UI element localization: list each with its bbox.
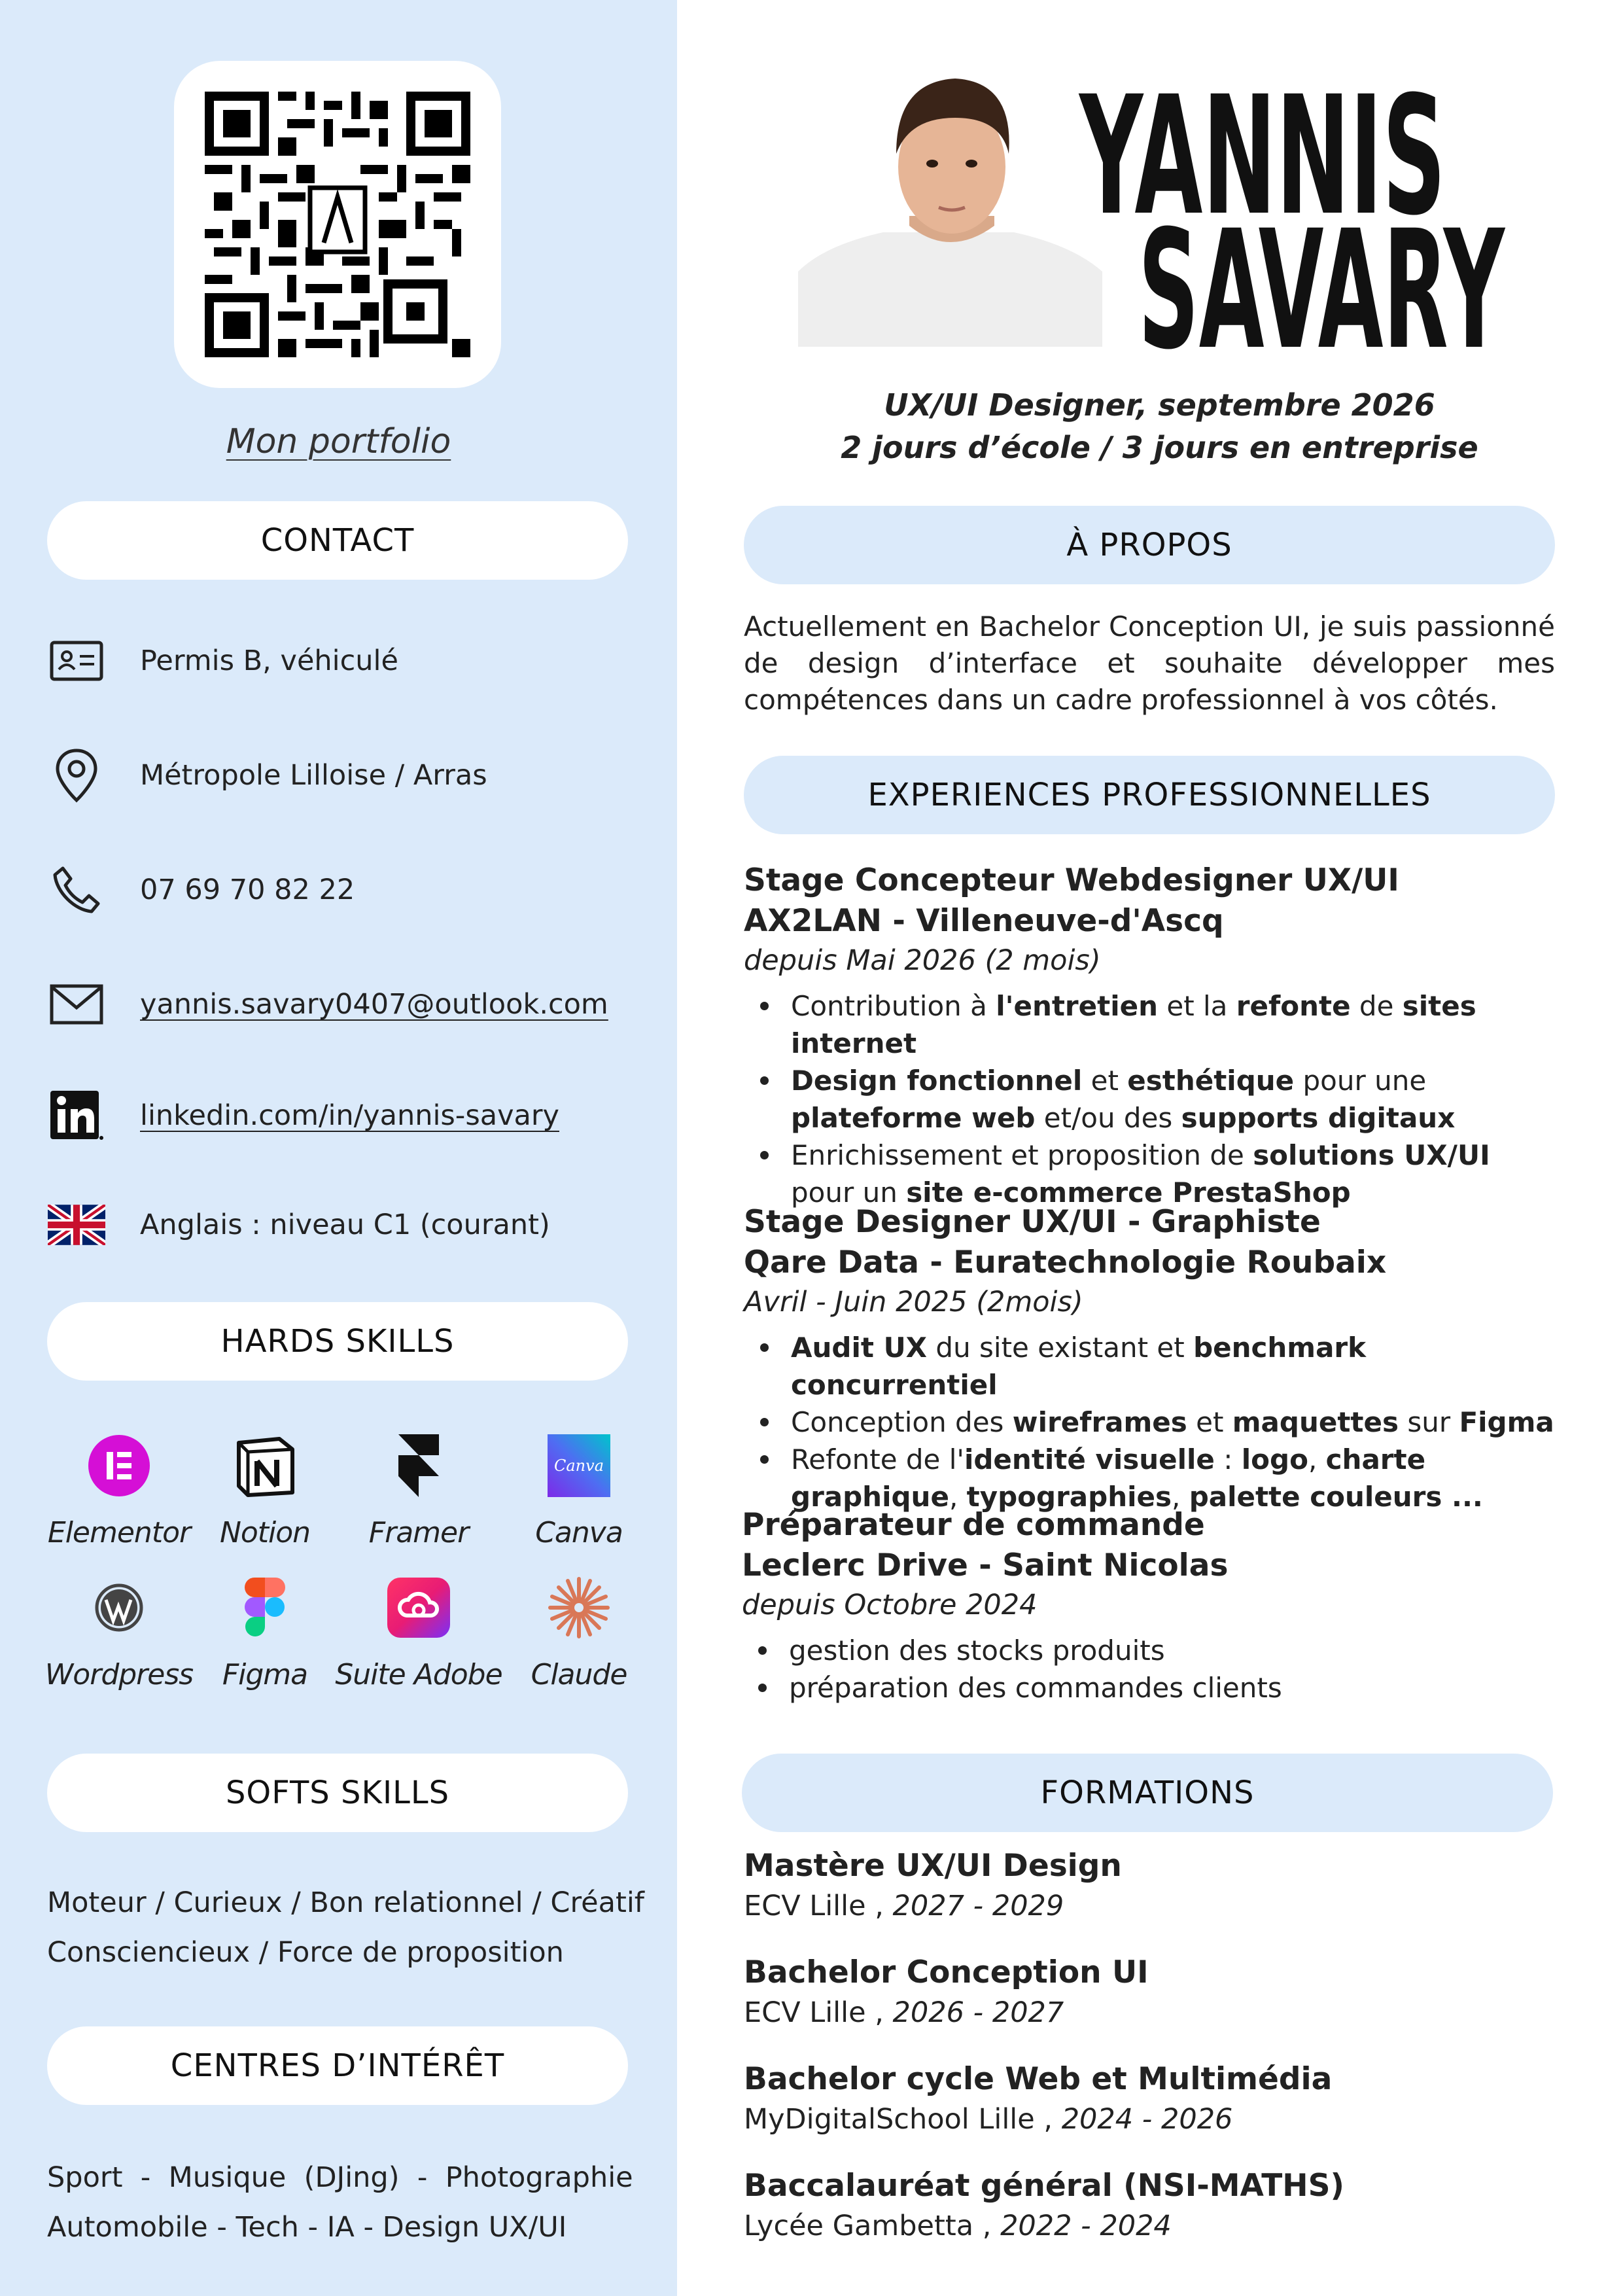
formation-1-title: Mastère UX/UI Design [744, 1848, 1122, 1884]
skill-notion: Notion [180, 1430, 350, 1549]
email-link[interactable]: yannis.savary0407@outlook.com [140, 988, 608, 1021]
soft-skills-line-2: Consciencieux / Force de proposition [47, 1936, 564, 1969]
contact-linkedin [47, 1083, 559, 1148]
wordpress-icon [83, 1572, 155, 1644]
name-heading [1073, 82, 1518, 370]
linkedin-link[interactable]: linkedin.com/in/yannis-savary [140, 1099, 559, 1132]
exp-1-company: AX2LAN - Villeneuve-d'Ascq [744, 903, 1224, 939]
list-item: Refonte de l'identité visuelle : logo, charte graphique, typographies, palette couleurs ... [744, 1441, 1558, 1515]
skill-wordpress: Wordpress [34, 1572, 204, 1691]
canva-icon [543, 1430, 615, 1502]
formation-1-school: ECV Lille , 2027 - 2029 [744, 1890, 1064, 1922]
exp-2-company: Qare Data - Euratechnologie Roubaix [744, 1245, 1387, 1280]
hard-skills-heading: HARDS SKILLS [47, 1302, 628, 1381]
list-item: Audit UX du site existant et benchmark concurrentiel [744, 1329, 1558, 1404]
svg-text:Canva: Canva [554, 1457, 604, 1475]
skill-framer: Framer [334, 1430, 504, 1549]
formation-2-title: Bachelor Conception UI [744, 1954, 1149, 1990]
claude-icon [543, 1572, 615, 1644]
exp-3-bullets [742, 1632, 1556, 1706]
language-text: Anglais : niveau C1 (courant) [140, 1209, 550, 1241]
soft-skills-heading: SOFTS SKILLS [47, 1754, 628, 1832]
skill-canva: Canva Canva [494, 1430, 664, 1549]
exp-3-company: Leclerc Drive - Saint Nicolas [742, 1547, 1229, 1583]
first-name: YANNIS [1078, 82, 1446, 251]
skill-claude: Claude [494, 1572, 664, 1691]
interests-heading: CENTRES D’INTÉRÊT [47, 2026, 628, 2105]
skill-elementor: Elementor [34, 1430, 204, 1549]
exp-3-title: Préparateur de commande [742, 1507, 1205, 1543]
location-pin-icon [47, 746, 106, 805]
exp-2-title: Stage Designer UX/UI - Graphiste [744, 1204, 1321, 1240]
contact-language [47, 1192, 550, 1258]
experiences-heading: EXPERIENCES PROFESSIONNELLES [744, 756, 1555, 834]
contact-email [47, 972, 608, 1037]
exp-2-date: Avril - Juin 2025 (2mois) [744, 1286, 1083, 1318]
soft-skills-line-1: Moteur / Curieux / Bon relationnel / Créatif [47, 1886, 644, 1919]
figma-icon [229, 1572, 301, 1644]
exp-1-bullets [744, 987, 1558, 1211]
contact-phone [47, 857, 355, 923]
contact-location [47, 743, 487, 808]
contact-license [47, 628, 398, 694]
exp-1-date: depuis Mai 2026 (2 mois) [744, 944, 1101, 977]
interests-line-2: Automobile - Tech - IA - Design UX/UI [47, 2211, 567, 2244]
profile-photo [798, 56, 1102, 347]
about-heading: À PROPOS [744, 506, 1555, 584]
subtitle-line-1: UX/UI Designer, septembre 2026 [884, 387, 1435, 423]
exp-3-date: depuis Octobre 2024 [742, 1589, 1038, 1621]
id-card-icon [47, 631, 106, 690]
exp-1-title: Stage Concepteur Webdesigner UX/UI [744, 862, 1399, 898]
formation-4-title: Baccalauréat général (NSI-MATHS) [744, 2168, 1344, 2204]
contact-section-heading: CONTACT [47, 501, 628, 580]
uk-flag-icon [47, 1195, 106, 1254]
formation-3-school: MyDigitalSchool Lille , 2024 - 2026 [744, 2103, 1233, 2136]
phone-text[interactable]: 07 69 70 82 22 [140, 874, 355, 906]
qr-code-card[interactable] [174, 61, 501, 388]
phone-icon [47, 860, 106, 919]
skill-adobe: Suite Adobe [334, 1572, 504, 1691]
linkedin-icon [47, 1086, 106, 1145]
last-name: SAVARY [1138, 195, 1506, 370]
framer-icon [383, 1430, 455, 1502]
license-text: Permis B, véhiculé [140, 645, 398, 677]
portfolio-link[interactable]: Mon portfolio [226, 422, 451, 461]
notion-icon [229, 1430, 301, 1502]
list-item: Enrichissement et proposition de solutions UX/UI pour un site e-commerce PrestaShop [744, 1137, 1558, 1211]
formation-4-school: Lycée Gambetta , 2022 - 2024 [744, 2210, 1172, 2242]
mail-icon [47, 975, 106, 1034]
formations-heading: FORMATIONS [742, 1754, 1553, 1832]
formation-3-title: Bachelor cycle Web et Multimédia [744, 2061, 1333, 2097]
subtitle-line-2: 2 jours d’école / 3 jours en entreprise [841, 430, 1478, 465]
skill-figma: Figma [180, 1572, 350, 1691]
list-item: préparation des commandes clients [742, 1669, 1556, 1706]
qr-code-icon [205, 92, 470, 357]
list-item: Contribution à l'entretien et la refonte de sites internet [744, 987, 1558, 1062]
exp-2-bullets [744, 1329, 1558, 1515]
list-item: gestion des stocks produits [742, 1632, 1556, 1669]
interests-line-1: Sport - Musique (DJing) - Photographie [47, 2161, 633, 2194]
list-item: Design fonctionnel et esthétique pour une plateforme web et/ou des supports digitaux [744, 1062, 1558, 1137]
elementor-icon [83, 1430, 155, 1502]
adobe-cc-icon [383, 1572, 455, 1644]
location-text: Métropole Lilloise / Arras [140, 759, 487, 792]
list-item: Conception des wireframes et maquettes sur Figma [744, 1404, 1558, 1441]
formation-2-school: ECV Lille , 2026 - 2027 [744, 1996, 1064, 2029]
about-text: Actuellement en Bachelor Conception UI, je suis passionné de design d’interface et souhaite développer mes compétences dans un cadre professionnel à vos côtés. [744, 610, 1555, 716]
